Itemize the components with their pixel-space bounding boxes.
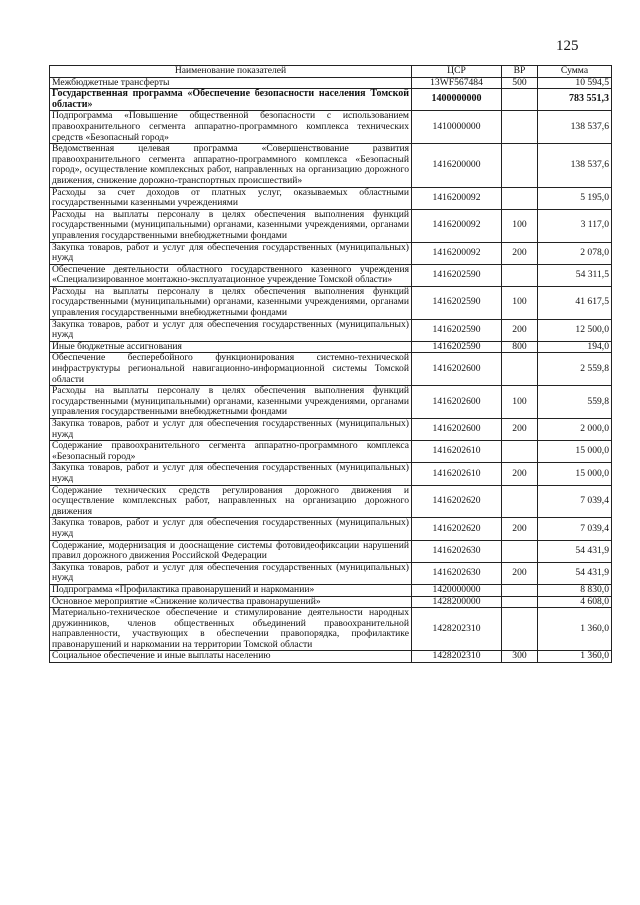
table-row <box>50 144 612 187</box>
cell-csr: 1416202600 <box>412 419 502 441</box>
table-row <box>50 341 612 353</box>
cell-sum: 5 195,0 <box>538 187 612 209</box>
cell-sum: 4 608,0 <box>538 596 612 608</box>
header-csr: ЦСР <box>412 66 502 78</box>
cell-vr: 200 <box>502 319 538 341</box>
cell-vr: 500 <box>502 77 538 89</box>
cell-csr: 1416202620 <box>412 518 502 540</box>
cell-csr: 1416200092 <box>412 242 502 264</box>
cell-sum: 783 551,3 <box>538 89 612 111</box>
table-row <box>50 651 612 663</box>
cell-csr: 1400000000 <box>412 89 502 111</box>
cell-vr: 100 <box>502 286 538 319</box>
cell-sum: 10 594,5 <box>538 77 612 89</box>
cell-sum: 15 000,0 <box>538 463 612 485</box>
cell-csr: 1416202600 <box>412 386 502 419</box>
cell-name: Материально-техническое обеспечение и стимулирование деятельности народных дружинников, членов общественных объединений правоохранительной направленности, участвующих в обеспечении правопорядка, профилактике правонарушений и наркомании на территории Томской области <box>50 608 412 651</box>
cell-name: Закупка товаров, работ и услуг для обеспечения государственных (муниципальных) нужд <box>50 463 412 485</box>
cell-name: Подпрограмма «Профилактика правонарушений и наркомании» <box>50 584 412 596</box>
cell-csr: 1416202620 <box>412 485 502 518</box>
table-row <box>50 562 612 584</box>
table-body <box>50 77 612 662</box>
cell-name: Закупка товаров, работ и услуг для обеспечения государственных (муниципальных) нужд <box>50 562 412 584</box>
cell-vr: 200 <box>502 419 538 441</box>
cell-sum: 2 000,0 <box>538 419 612 441</box>
cell-csr: 1416202600 <box>412 353 502 386</box>
cell-name: Иные бюджетные ассигнования <box>50 341 412 353</box>
cell-sum: 41 617,5 <box>538 286 612 319</box>
cell-vr: 200 <box>502 518 538 540</box>
cell-csr: 1416200000 <box>412 144 502 187</box>
cell-name: Закупка товаров, работ и услуг для обеспечения государственных (муниципальных) нужд <box>50 319 412 341</box>
cell-vr <box>502 187 538 209</box>
cell-vr: 200 <box>502 562 538 584</box>
table-row <box>50 111 612 144</box>
cell-sum: 7 039,4 <box>538 518 612 540</box>
header-row <box>50 66 612 78</box>
cell-csr: 1416202590 <box>412 319 502 341</box>
table-row <box>50 419 612 441</box>
cell-vr <box>502 608 538 651</box>
cell-sum: 15 000,0 <box>538 441 612 463</box>
cell-vr: 200 <box>502 463 538 485</box>
cell-name: Подпрограмма «Повышение общественной безопасности с использованием правоохранительного сегмента аппаратно-программного комплекса технических средств «Безопасный город» <box>50 111 412 144</box>
cell-vr <box>502 353 538 386</box>
cell-name: Обеспечение деятельности областного государственного казенного учреждения «Специализированное монтажно-эксплуатационное учреждение Томской области» <box>50 264 412 286</box>
cell-sum: 2 078,0 <box>538 242 612 264</box>
cell-sum: 138 537,6 <box>538 111 612 144</box>
cell-name: Содержание правоохранительного сегмента аппаратно-программного комплекса «Безопасный город» <box>50 441 412 463</box>
cell-name: Закупка товаров, работ и услуг для обеспечения государственных (муниципальных) нужд <box>50 242 412 264</box>
cell-csr: 1428200000 <box>412 596 502 608</box>
cell-name: Закупка товаров, работ и услуг для обеспечения государственных (муниципальных) нужд <box>50 518 412 540</box>
cell-name: Межбюджетные трансферты <box>50 77 412 89</box>
cell-sum: 1 360,0 <box>538 608 612 651</box>
table-row <box>50 463 612 485</box>
cell-sum: 3 117,0 <box>538 209 612 242</box>
table-row <box>50 485 612 518</box>
cell-sum: 1 360,0 <box>538 651 612 663</box>
cell-csr: 1416202610 <box>412 463 502 485</box>
table-row <box>50 353 612 386</box>
cell-vr <box>502 144 538 187</box>
cell-name: Государственная программа «Обеспечение безопасности населения Томской области» <box>50 89 412 111</box>
cell-sum: 54 431,9 <box>538 540 612 562</box>
cell-name: Расходы на выплаты персоналу в целях обеспечения выполнения функций государственными (муниципальными) органами, казенными учреждениями, органами управления государственными внебюджетными фондами <box>50 286 412 319</box>
cell-csr: 1416202610 <box>412 441 502 463</box>
table-row <box>50 386 612 419</box>
cell-sum: 138 537,6 <box>538 144 612 187</box>
table-row <box>50 209 612 242</box>
cell-sum: 12 500,0 <box>538 319 612 341</box>
table-row <box>50 242 612 264</box>
cell-csr: 1420000000 <box>412 584 502 596</box>
cell-csr: 1416202590 <box>412 286 502 319</box>
cell-name: Закупка товаров, работ и услуг для обеспечения государственных (муниципальных) нужд <box>50 419 412 441</box>
cell-vr <box>502 584 538 596</box>
cell-name: Расходы на выплаты персоналу в целях обеспечения выполнения функций государственными (муниципальными) органами, казенными учреждениями, органами управления государственными внебюджетными фондами <box>50 209 412 242</box>
cell-vr <box>502 89 538 111</box>
cell-sum: 8 830,0 <box>538 584 612 596</box>
table-row <box>50 518 612 540</box>
cell-csr: 1428202310 <box>412 608 502 651</box>
table-row <box>50 608 612 651</box>
cell-sum: 54 431,9 <box>538 562 612 584</box>
cell-csr: 1416202590 <box>412 264 502 286</box>
cell-vr: 800 <box>502 341 538 353</box>
cell-csr: 13WF567484 <box>412 77 502 89</box>
header-sum: Сумма <box>538 66 612 78</box>
table-row <box>50 319 612 341</box>
table-row <box>50 540 612 562</box>
cell-sum: 7 039,4 <box>538 485 612 518</box>
table-row <box>50 187 612 209</box>
cell-vr <box>502 264 538 286</box>
cell-name: Основное мероприятие «Снижение количества правонарушений» <box>50 596 412 608</box>
cell-name: Содержание технических средств регулирования дорожного движения и осуществление комплексных работ, направленных на организацию дорожного движения <box>50 485 412 518</box>
cell-vr <box>502 441 538 463</box>
table-row <box>50 286 612 319</box>
cell-vr <box>502 596 538 608</box>
table-header <box>50 66 612 78</box>
cell-name: Расходы на выплаты персоналу в целях обеспечения выполнения функций государственными (муниципальными) органами, казенными учреждениями, органами управления государственными внебюджетными фондами <box>50 386 412 419</box>
cell-csr: 1410000000 <box>412 111 502 144</box>
cell-csr: 1428202310 <box>412 651 502 663</box>
cell-csr: 1416200092 <box>412 209 502 242</box>
table-row <box>50 596 612 608</box>
cell-sum: 2 559,8 <box>538 353 612 386</box>
cell-name: Обеспечение бесперебойного функционирования системно-технической инфраструктуры региональной навигационно-информационной системы Томской области <box>50 353 412 386</box>
budget-table <box>49 65 612 663</box>
page-number: 125 <box>556 38 579 54</box>
cell-csr: 1416202630 <box>412 540 502 562</box>
cell-csr: 1416202590 <box>412 341 502 353</box>
cell-sum: 194,0 <box>538 341 612 353</box>
cell-vr <box>502 540 538 562</box>
table-row <box>50 264 612 286</box>
cell-sum: 559,8 <box>538 386 612 419</box>
cell-vr <box>502 485 538 518</box>
cell-name: Содержание, модернизация и дооснащение системы фотовидеофиксации нарушений правил дорожного движения Российской Федерации <box>50 540 412 562</box>
table-row <box>50 584 612 596</box>
cell-sum: 54 311,5 <box>538 264 612 286</box>
cell-vr: 300 <box>502 651 538 663</box>
cell-name: Ведомственная целевая программа «Совершенствование развития правоохранительного сегмента аппаратно-программного комплекса «Безопасный город», осуществление комплексных работ, направленных на организацию дорожного движения, снижение дорожно-транспортных происшествий» <box>50 144 412 187</box>
table-row <box>50 77 612 89</box>
cell-vr: 200 <box>502 242 538 264</box>
table-row <box>50 441 612 463</box>
cell-vr: 100 <box>502 386 538 419</box>
header-vr: ВР <box>502 66 538 78</box>
cell-csr: 1416200092 <box>412 187 502 209</box>
cell-vr: 100 <box>502 209 538 242</box>
cell-vr <box>502 111 538 144</box>
table-row <box>50 89 612 111</box>
cell-name: Расходы за счет доходов от платных услуг, оказываемых областными государственными казенными учреждениями <box>50 187 412 209</box>
header-name: Наименование показателей <box>50 66 412 78</box>
cell-csr: 1416202630 <box>412 562 502 584</box>
cell-name: Социальное обеспечение и иные выплаты населению <box>50 651 412 663</box>
